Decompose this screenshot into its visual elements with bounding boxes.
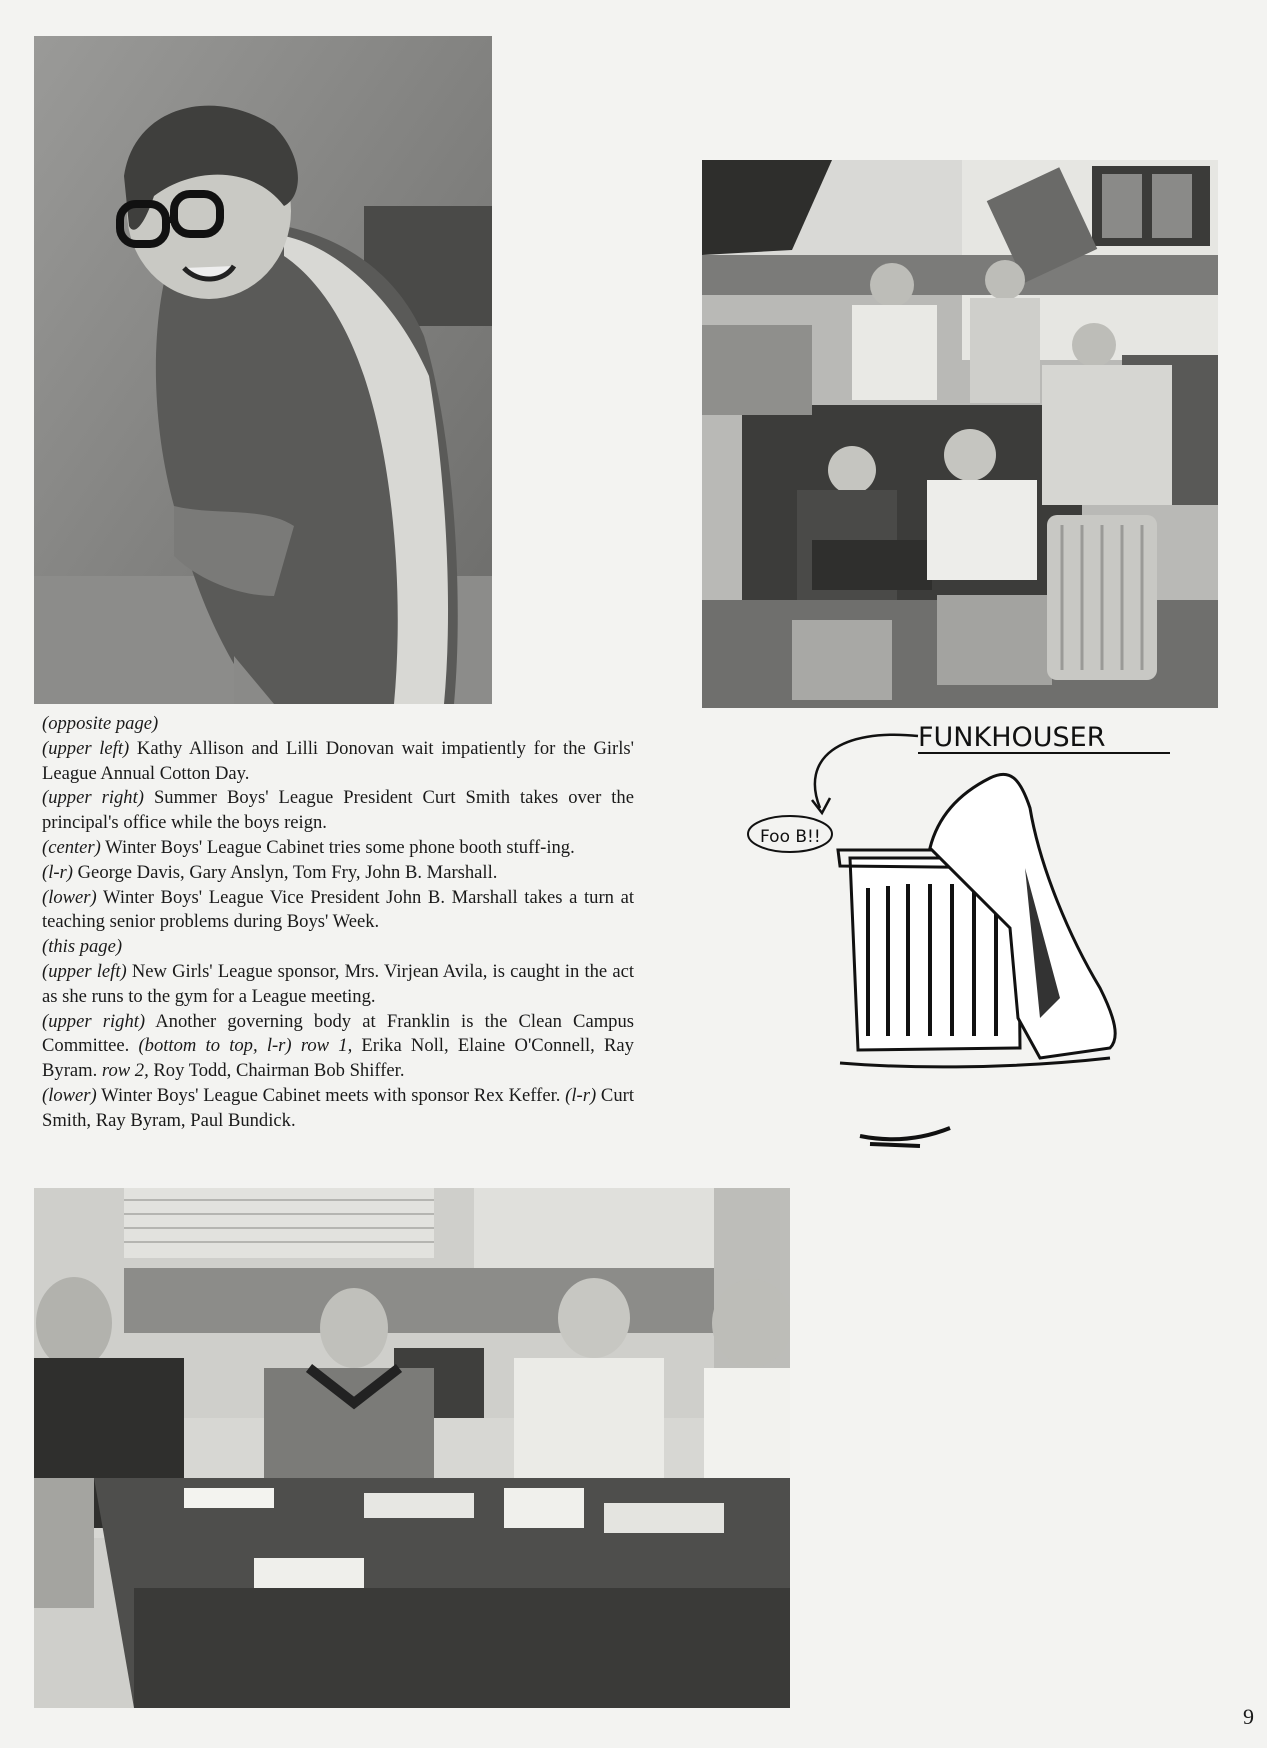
page-number: 9 bbox=[1243, 1704, 1254, 1729]
photo-upper-left bbox=[34, 36, 492, 704]
sketch-signature: FUNKHOUSER bbox=[918, 722, 1106, 753]
caption-paragraph: (l-r) George Davis, Gary Anslyn, Tom Fry, John B. Marshall. bbox=[42, 861, 498, 883]
caption-block bbox=[42, 712, 634, 1134]
photo-lower bbox=[34, 1188, 790, 1708]
caption-heading-opposite: (opposite page) bbox=[42, 713, 159, 734]
trash-can-sketch bbox=[740, 718, 1180, 1158]
sketch-speech: Foo B!! bbox=[760, 827, 821, 847]
caption-paragraph: (lower) Winter Boys' League Cabinet meets with sponsor Rex Keffer. (l-r) Curt Smith, Ray Byram, Paul Bundick. bbox=[42, 1084, 634, 1131]
caption-paragraph: (upper right) Another governing body at Franklin is the Clean Campus Committee. (bottom to top, l-r) row 1, Erika Noll, Elaine O'Connell, Ray Byram. row 2, Roy Todd, Chairman Bob Shiffer. bbox=[42, 1010, 635, 1082]
photo-upper-right bbox=[702, 160, 1218, 708]
caption-heading-this: (this page) bbox=[42, 936, 123, 958]
caption-paragraph: (upper left) New Girls' League sponsor, Mrs. Virjean Avila, is caught in the act as she runs to the gym for a League meeting. bbox=[42, 960, 634, 1007]
caption-paragraph: (upper right) Summer Boys' League President Curt Smith takes over the principal's office while the boys reign. bbox=[42, 787, 634, 834]
caption-paragraph: (lower) Winter Boys' League Vice President John B. Marshall takes a turn at teaching senior problems during Boys' Week. bbox=[42, 886, 634, 933]
caption-paragraph: (upper left) Kathy Allison and Lilli Donovan wait impatiently for the Girls' League Annual Cotton Day. bbox=[42, 737, 634, 784]
caption-paragraph: (center) Winter Boys' League Cabinet tries some phone booth stuff-ing. bbox=[42, 836, 575, 858]
